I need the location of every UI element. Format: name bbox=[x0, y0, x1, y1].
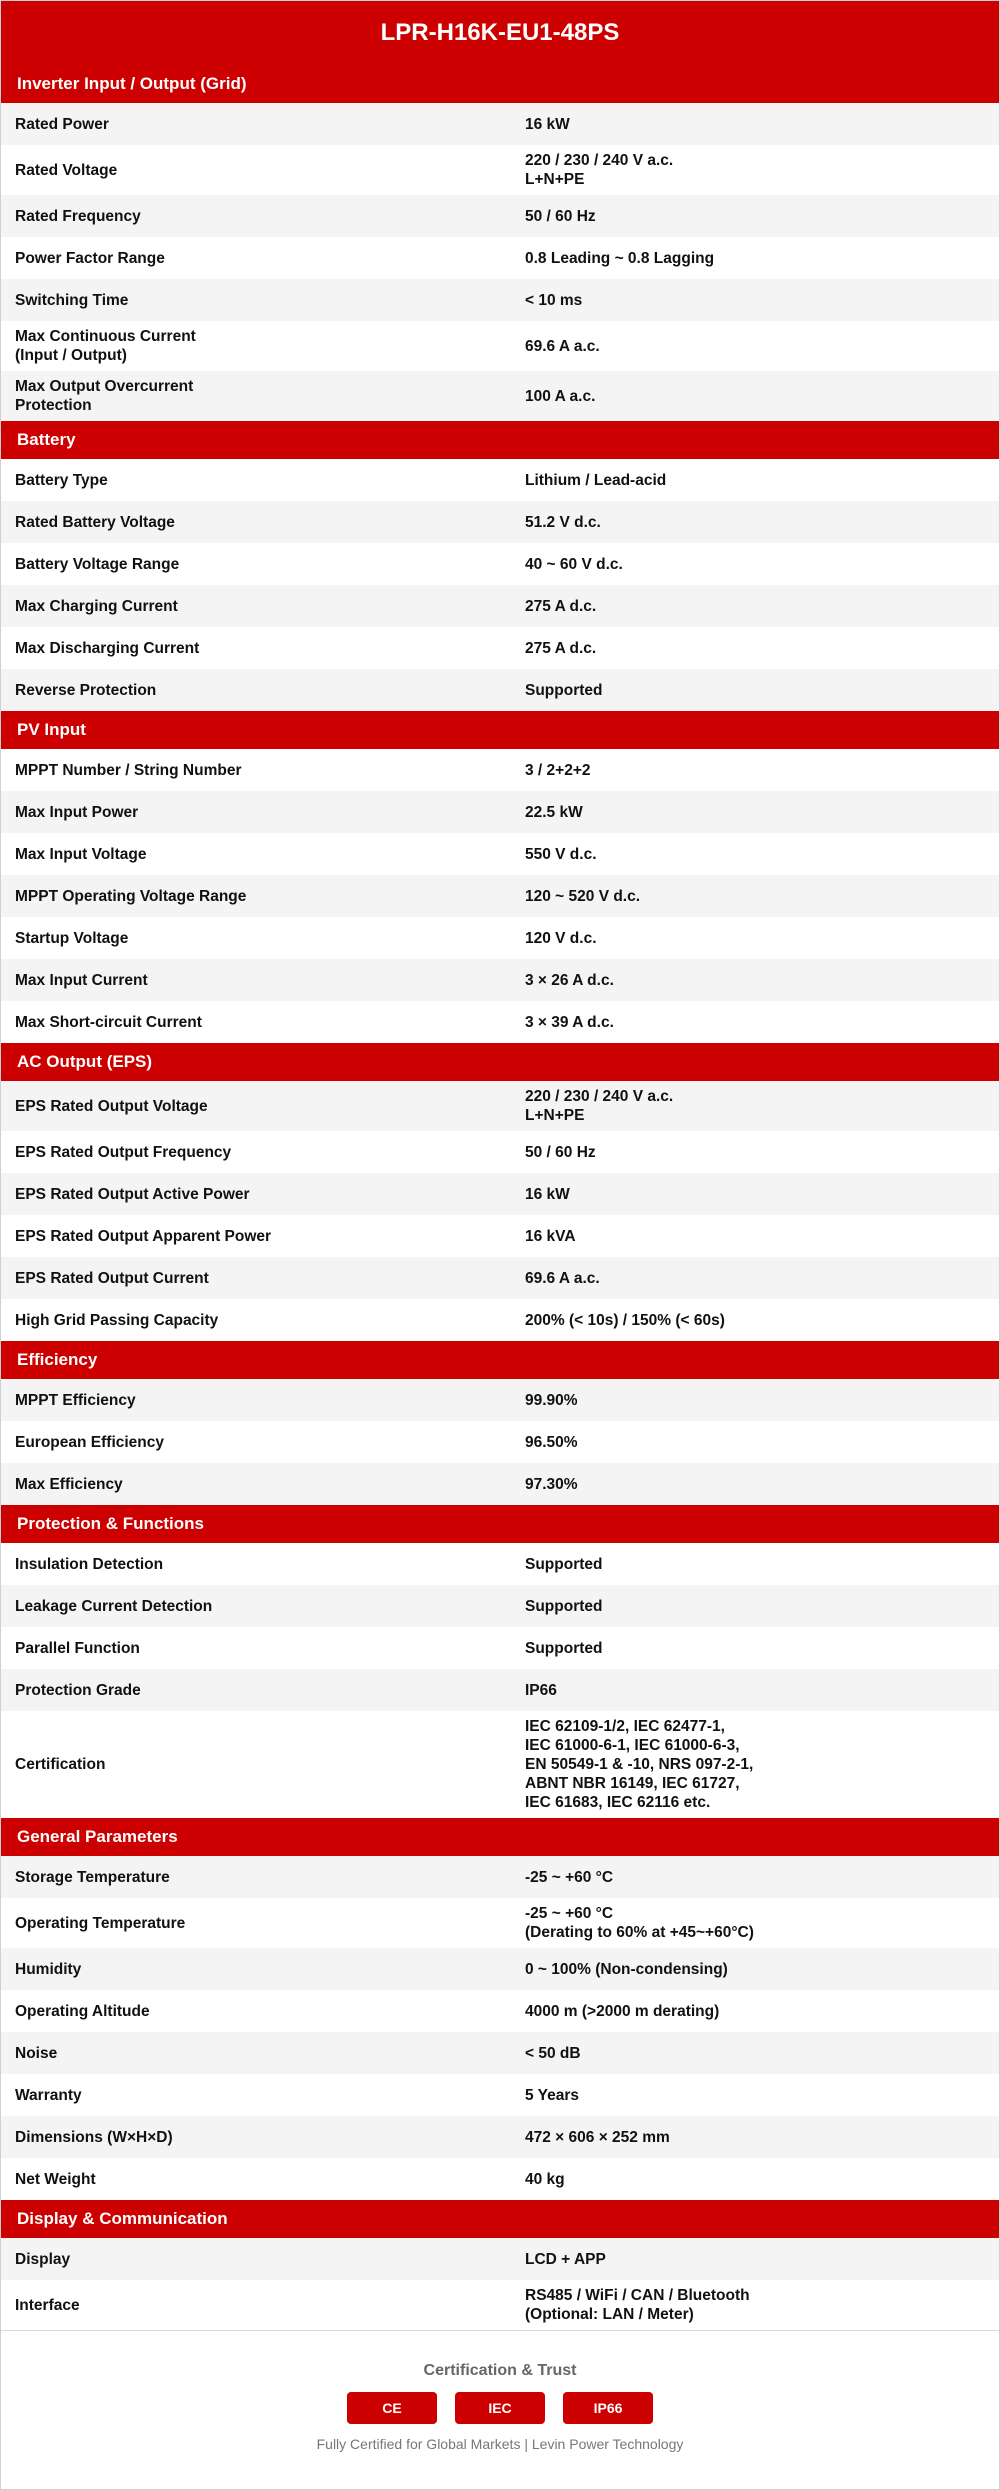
spec-row bbox=[1, 1669, 999, 1711]
spec-label: EPS Rated Output Active Power bbox=[15, 1185, 250, 1203]
spec-value: 69.6 A a.c. bbox=[525, 1269, 600, 1287]
spec-row bbox=[1, 1421, 999, 1463]
spec-row bbox=[1, 1173, 999, 1215]
spec-label: Certification bbox=[15, 1756, 106, 1773]
spec-label: Protection Grade bbox=[15, 1681, 141, 1699]
spec-row bbox=[1, 1543, 999, 1585]
spec-value: 16 kW bbox=[525, 115, 570, 133]
section-header: General Parameters bbox=[1, 1818, 999, 1856]
spec-value: -25 ~ +60 °C (Derating to 60% at +45~+60°C) bbox=[525, 1905, 754, 1941]
spec-label: Reverse Protection bbox=[15, 681, 157, 699]
spec-label: MPPT Operating Voltage Range bbox=[15, 887, 247, 905]
spec-value: 69.6 A a.c. bbox=[525, 337, 600, 355]
section-header: Protection & Functions bbox=[1, 1505, 999, 1543]
spec-label: Interface bbox=[15, 2296, 80, 2314]
footer-title: Certification & Trust bbox=[423, 2362, 577, 2379]
spec-row bbox=[1, 1463, 999, 1505]
spec-value: 120 V d.c. bbox=[525, 929, 597, 947]
badge-iec: IEC bbox=[455, 2392, 545, 2424]
spec-label: Max Continuous Current (Input / Output) bbox=[15, 328, 196, 364]
spec-label: Operating Altitude bbox=[15, 2002, 150, 2020]
spec-value: 96.50% bbox=[525, 1433, 578, 1451]
spec-value: 99.90% bbox=[525, 1391, 578, 1409]
spec-value: Supported bbox=[525, 1639, 603, 1657]
spec-row bbox=[1, 627, 999, 669]
spec-label: Insulation Detection bbox=[15, 1555, 164, 1573]
spec-label: Max Discharging Current bbox=[15, 639, 200, 657]
spec-label: Switching Time bbox=[15, 291, 129, 309]
spec-row bbox=[1, 1856, 999, 1898]
spec-value: 550 V d.c. bbox=[525, 845, 597, 863]
spec-row bbox=[1, 749, 999, 791]
spec-value: 16 kW bbox=[525, 1185, 570, 1203]
spec-label: Noise bbox=[15, 2044, 58, 2062]
spec-row bbox=[1, 833, 999, 875]
spec-label: Net Weight bbox=[15, 2170, 96, 2188]
spec-row bbox=[1, 1001, 999, 1043]
spec-label: Max Charging Current bbox=[15, 597, 178, 615]
spec-value: RS485 / WiFi / CAN / Bluetooth (Optional: LAN / Meter) bbox=[525, 2287, 750, 2323]
spec-row bbox=[1, 1299, 999, 1341]
spec-value: < 10 ms bbox=[525, 291, 583, 309]
certification-badges bbox=[347, 2392, 653, 2424]
section-header: Battery bbox=[1, 421, 999, 459]
spec-label: Battery Type bbox=[15, 471, 108, 489]
spec-value: 3 / 2+2+2 bbox=[525, 761, 591, 779]
spec-label: Rated Frequency bbox=[15, 207, 141, 225]
spec-value: 0 ~ 100% (Non-condensing) bbox=[525, 1960, 728, 1978]
spec-value: Lithium / Lead-acid bbox=[525, 471, 667, 489]
spec-value: 200% (< 10s) / 150% (< 60s) bbox=[525, 1311, 725, 1329]
spec-row bbox=[1, 459, 999, 501]
spec-label: Rated Power bbox=[15, 115, 109, 133]
spec-value: IP66 bbox=[525, 1681, 557, 1699]
spec-row bbox=[1, 543, 999, 585]
spec-label: Warranty bbox=[15, 2086, 82, 2104]
spec-value: 51.2 V d.c. bbox=[525, 513, 601, 531]
spec-label: EPS Rated Output Current bbox=[15, 1269, 209, 1287]
spec-row bbox=[1, 2116, 999, 2158]
spec-value: LCD + APP bbox=[525, 2250, 606, 2268]
spec-row bbox=[1, 1898, 999, 1948]
spec-label: Display bbox=[15, 2250, 71, 2268]
spec-label: Max Efficiency bbox=[15, 1475, 123, 1493]
spec-row bbox=[1, 1131, 999, 1173]
spec-label: Dimensions (W×H×D) bbox=[15, 2128, 173, 2146]
spec-row bbox=[1, 279, 999, 321]
spec-value: 472 × 606 × 252 mm bbox=[525, 2128, 670, 2146]
spec-row bbox=[1, 2074, 999, 2116]
spec-label: Parallel Function bbox=[15, 1639, 140, 1657]
section-header: PV Input bbox=[1, 711, 999, 749]
spec-row bbox=[1, 2158, 999, 2200]
spec-row bbox=[1, 585, 999, 627]
section-header: Efficiency bbox=[1, 1341, 999, 1379]
spec-row bbox=[1, 237, 999, 279]
spec-value: 275 A d.c. bbox=[525, 639, 597, 657]
badge-ce: CE bbox=[347, 2392, 437, 2424]
spec-row bbox=[1, 791, 999, 833]
spec-label: Max Output Overcurrent Protection bbox=[15, 378, 194, 414]
spec-value: 220 / 230 / 240 V a.c. L+N+PE bbox=[525, 152, 674, 188]
spec-value: 3 × 39 A d.c. bbox=[525, 1013, 614, 1031]
spec-row bbox=[1, 195, 999, 237]
spec-row bbox=[1, 1948, 999, 1990]
spec-row bbox=[1, 321, 999, 371]
footer bbox=[1, 2330, 999, 2489]
spec-row bbox=[1, 2238, 999, 2280]
spec-row bbox=[1, 917, 999, 959]
spec-row bbox=[1, 1081, 999, 1131]
spec-label: Battery Voltage Range bbox=[15, 555, 180, 573]
spec-value: Supported bbox=[525, 681, 603, 699]
spec-label: Leakage Current Detection bbox=[15, 1597, 213, 1615]
section-header: AC Output (EPS) bbox=[1, 1043, 999, 1081]
spec-label: Humidity bbox=[15, 1960, 82, 1978]
spec-row bbox=[1, 1257, 999, 1299]
section-header: Display & Communication bbox=[1, 2200, 999, 2238]
badge-ip66: IP66 bbox=[563, 2392, 653, 2424]
spec-value: 16 kVA bbox=[525, 1227, 576, 1245]
spec-row bbox=[1, 669, 999, 711]
spec-value: 275 A d.c. bbox=[525, 597, 597, 615]
spec-row bbox=[1, 501, 999, 543]
spec-label: MPPT Efficiency bbox=[15, 1391, 136, 1409]
spec-value: 50 / 60 Hz bbox=[525, 1143, 596, 1161]
spec-value: 120 ~ 520 V d.c. bbox=[525, 887, 641, 905]
spec-label: EPS Rated Output Voltage bbox=[15, 1097, 208, 1115]
spec-row bbox=[1, 1711, 999, 1818]
spec-label: Max Input Power bbox=[15, 803, 139, 821]
section-header: Inverter Input / Output (Grid) bbox=[1, 65, 999, 103]
spec-row bbox=[1, 959, 999, 1001]
spec-value: 100 A a.c. bbox=[525, 387, 596, 405]
spec-label: Rated Battery Voltage bbox=[15, 513, 175, 531]
spec-value: 5 Years bbox=[525, 2086, 580, 2104]
spec-row bbox=[1, 1379, 999, 1421]
spec-row bbox=[1, 2280, 999, 2330]
spec-row bbox=[1, 1990, 999, 2032]
spec-row bbox=[1, 371, 999, 421]
spec-value: 22.5 kW bbox=[525, 803, 583, 821]
footer-note: Fully Certified for Global Markets | Levin Power Technology bbox=[316, 2436, 684, 2452]
spec-row bbox=[1, 875, 999, 917]
spec-label: Max Input Voltage bbox=[15, 845, 147, 863]
spec-value: 3 × 26 A d.c. bbox=[525, 971, 614, 989]
spec-row bbox=[1, 2032, 999, 2074]
spec-row bbox=[1, 145, 999, 195]
spec-label: Max Input Current bbox=[15, 971, 148, 989]
spec-value: 97.30% bbox=[525, 1475, 578, 1493]
spec-sections bbox=[1, 65, 999, 2330]
spec-value: IEC 62109-1/2, IEC 62477-1, IEC 61000-6-1, IEC 61000-6-3, EN 50549-1 & -10, NRS 097-2-1, ABNT NBR 16149, IEC 61727, IEC 61683, IEC 62116 etc. bbox=[525, 1718, 754, 1811]
spec-label: Power Factor Range bbox=[15, 249, 165, 267]
spec-value: < 50 dB bbox=[525, 2044, 581, 2062]
spec-row bbox=[1, 1215, 999, 1257]
spec-value: 50 / 60 Hz bbox=[525, 207, 596, 225]
spec-value: 0.8 Leading ~ 0.8 Lagging bbox=[525, 249, 715, 267]
spec-value: Supported bbox=[525, 1555, 603, 1573]
spec-value: Supported bbox=[525, 1597, 603, 1615]
spec-value: 40 kg bbox=[525, 2170, 565, 2188]
spec-label: High Grid Passing Capacity bbox=[15, 1311, 219, 1329]
spec-value: 40 ~ 60 V d.c. bbox=[525, 555, 623, 573]
spec-label: Startup Voltage bbox=[15, 929, 129, 947]
page-title: LPR-H16K-EU1-48PS bbox=[1, 1, 999, 65]
spec-label: EPS Rated Output Frequency bbox=[15, 1143, 232, 1161]
spec-label: MPPT Number / String Number bbox=[15, 761, 242, 779]
spec-value: -25 ~ +60 °C bbox=[525, 1868, 614, 1886]
spec-label: European Efficiency bbox=[15, 1433, 165, 1451]
spec-label: Rated Voltage bbox=[15, 161, 118, 179]
spec-value: 4000 m (>2000 m derating) bbox=[525, 2002, 720, 2020]
spec-label: Storage Temperature bbox=[15, 1868, 170, 1886]
spec-label: EPS Rated Output Apparent Power bbox=[15, 1227, 272, 1245]
spec-row bbox=[1, 1585, 999, 1627]
spec-label: Max Short-circuit Current bbox=[15, 1013, 202, 1031]
spec-row bbox=[1, 1627, 999, 1669]
spec-row bbox=[1, 103, 999, 145]
spec-label: Operating Temperature bbox=[15, 1914, 186, 1932]
spec-value: 220 / 230 / 240 V a.c. L+N+PE bbox=[525, 1088, 674, 1124]
